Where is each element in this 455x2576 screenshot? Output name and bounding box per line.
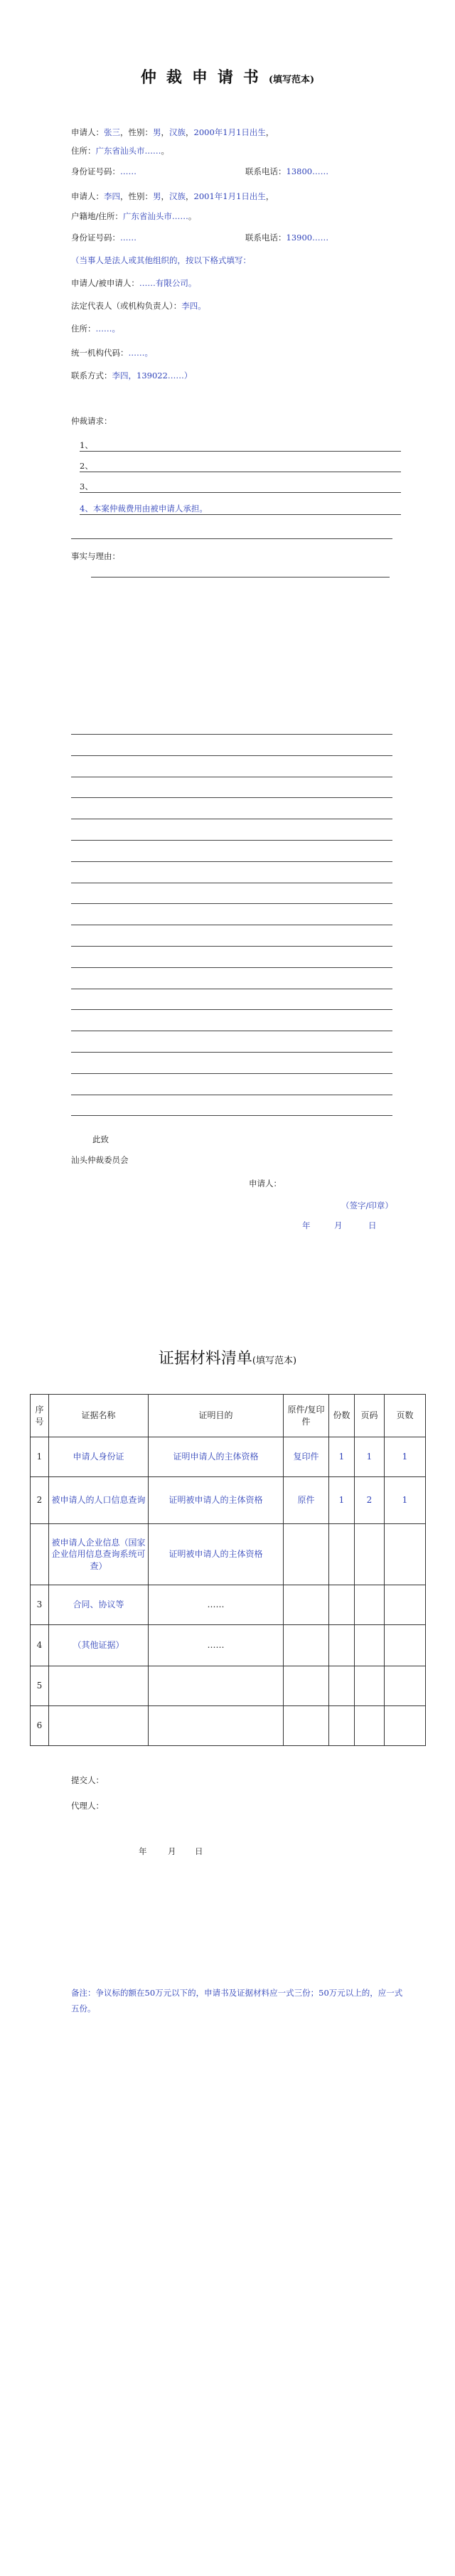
row-type: 复印件: [284, 1437, 329, 1477]
row-name: 被申请人企业信息（国家企业信用信息查询系统可查）: [49, 1524, 149, 1585]
row-pages: [385, 1524, 426, 1585]
applicant1-id-line: [71, 166, 136, 177]
row-page: 2: [355, 1477, 385, 1524]
applicant1-gender: 男: [153, 127, 161, 137]
header-type: 原件/复印件: [284, 1395, 329, 1437]
applicant1-ethnicity: 汉族: [169, 127, 186, 137]
header-page: 页码: [355, 1395, 385, 1437]
row-name: [49, 1706, 149, 1746]
applicant1-tail: ，: [265, 127, 274, 137]
facts-line: [71, 734, 392, 735]
date-day: 日: [368, 1220, 377, 1230]
applicant2-ethnicity: 汉族: [169, 191, 186, 201]
row-pages: [385, 1625, 426, 1666]
row-purpose: [149, 1666, 284, 1706]
title-text: 仲裁申请书: [140, 68, 269, 87]
claim-item: 2、: [80, 461, 93, 471]
applicant2-name: 李四: [104, 191, 120, 201]
domicile-label: 住所：: [71, 324, 96, 334]
row-copies: [329, 1585, 355, 1625]
row-page: [355, 1666, 385, 1706]
row-purpose: 证明申请人的主体资格: [149, 1437, 284, 1477]
table-row: [31, 1524, 426, 1585]
applicant1-address-label: 住所：: [71, 146, 96, 156]
row-pages: [385, 1666, 426, 1706]
row-purpose: ……: [149, 1585, 284, 1625]
domicile-line: [71, 323, 120, 334]
claim-underline: [80, 514, 401, 515]
applicant1-phone-line: [245, 166, 328, 177]
row-page: [355, 1706, 385, 1746]
claim-underline: [80, 451, 401, 452]
applicant1-id-label: 身份证号码：: [71, 166, 120, 176]
table-row: [31, 1437, 426, 1477]
header-no: 序号: [31, 1395, 49, 1437]
contact-label: 联系方式：: [71, 371, 112, 380]
row-name: 申请人身份证: [49, 1437, 149, 1477]
facts-line: [71, 1052, 392, 1053]
applicant2-address-line: [71, 211, 196, 222]
row-name: 被申请人的人口信息查询: [49, 1477, 149, 1524]
table-row: [31, 1625, 426, 1666]
evidence-date-day: 日: [195, 1846, 203, 1856]
contact-value: 李四，139022……）: [112, 371, 193, 380]
row-no: 3: [31, 1585, 49, 1625]
applicant2-birth: 2001年1月1日出生: [193, 191, 266, 201]
respondent-value: ……有限公司。: [139, 278, 197, 288]
applicant1-id: ……: [120, 166, 136, 176]
table-row: [31, 1585, 426, 1625]
facts-line: [71, 1009, 392, 1010]
facts-line: [71, 840, 392, 841]
sign-label: 申请人：: [249, 1178, 282, 1188]
row-copies: [329, 1625, 355, 1666]
facts-line: [91, 577, 390, 578]
evidence-table: [30, 1394, 426, 1746]
credit-code-label: 统一机构代码：: [71, 348, 129, 358]
remark: 备注：争议标的额在50万元以下的，申请书及证据材料应一式三份；50万元以上的，应一式五份。: [71, 1988, 403, 2013]
row-purpose: 证明被申请人的主体资格: [149, 1524, 284, 1585]
applicant1-line: 申请人：张三，性别：男，汉族，2000年1月1日出生，: [71, 127, 274, 137]
table-row: [31, 1706, 426, 1746]
applicant2-address-tail: 。: [188, 211, 197, 221]
row-type: [284, 1585, 329, 1625]
submitter-label: 提交人：: [71, 1775, 104, 1785]
applicant2-phone-label: 联系电话：: [245, 233, 287, 243]
header-name: 证据名称: [49, 1395, 149, 1437]
credit-code-line: [71, 347, 153, 358]
applicant2-gender: 男: [153, 191, 161, 201]
applicant1-label: 申请人：: [71, 127, 104, 137]
row-pages: 1: [385, 1437, 426, 1477]
applicant2-line: 申请人：李四，性别：男，汉族，2001年1月1日出生，: [71, 191, 274, 201]
row-name: （其他证据）: [49, 1625, 149, 1666]
respondent-label: 申请人/被申请人：: [71, 278, 139, 288]
applicant2-id-line: [71, 232, 136, 243]
claim-underline: [80, 492, 401, 493]
applicant2-label: 申请人：: [71, 191, 104, 201]
facts-line: [71, 967, 392, 968]
row-copies: [329, 1706, 355, 1746]
row-page: [355, 1585, 385, 1625]
applicant1-gender-label: ，性别：: [120, 127, 153, 137]
applicant2-address: 广东省汕头市……: [122, 211, 188, 221]
applicant1-address-tail: 。: [161, 146, 169, 156]
row-no: 1: [31, 1437, 49, 1477]
credit-code-value: ……。: [128, 348, 153, 358]
applicant1-address: 广东省汕头市……: [95, 146, 161, 156]
evidence-title-text: 证据材料清单: [158, 1350, 252, 1368]
applicant1-phone: 13800……: [286, 166, 329, 176]
row-pages: [385, 1706, 426, 1746]
evidence-title: [0, 1346, 455, 1368]
row-copies: 1: [329, 1477, 355, 1524]
row-purpose: [149, 1706, 284, 1746]
row-no: 2: [31, 1477, 49, 1524]
claim-underline: [71, 538, 392, 539]
date-month: 月: [334, 1220, 343, 1230]
closing: 此致: [92, 1134, 109, 1144]
row-purpose: 证明被申请人的主体资格: [149, 1477, 284, 1524]
row-page: 1: [355, 1437, 385, 1477]
applicant2-phone: 13900……: [286, 233, 329, 243]
row-no: 4: [31, 1625, 49, 1666]
row-copies: 1: [329, 1437, 355, 1477]
table-row: [31, 1666, 426, 1706]
claim-item: 3、: [80, 481, 93, 491]
row-type: [284, 1625, 329, 1666]
row-pages: 1: [385, 1477, 426, 1524]
contact-line: [71, 370, 192, 381]
legal-rep-value: 李四。: [181, 301, 206, 311]
table-row: [31, 1477, 426, 1524]
row-page: [355, 1625, 385, 1666]
claims-label: 仲裁请求：: [71, 416, 112, 426]
agent-label: 代理人：: [71, 1801, 104, 1811]
facts-line: [71, 797, 392, 798]
org-hint: （当事人是法人或其他组织的，按以下格式填写：: [71, 255, 251, 265]
applicant1-name: 张三: [104, 127, 120, 137]
facts-line: [71, 755, 392, 756]
commission: 汕头仲裁委员会: [71, 1155, 129, 1165]
row-name: 合同、协议等: [49, 1585, 149, 1625]
header-pages: 页数: [385, 1395, 426, 1437]
row-type: [284, 1524, 329, 1585]
applicant1-phone-label: 联系电话：: [245, 166, 287, 176]
facts-line: [71, 946, 392, 947]
facts-label: 事实与理由：: [71, 551, 120, 561]
facts-line: [71, 861, 392, 862]
evidence-header-row: [31, 1395, 426, 1437]
applicant2-id-label: 身份证号码：: [71, 233, 120, 243]
row-no: [31, 1524, 49, 1585]
claim-item: 1、: [80, 440, 93, 450]
row-type: [284, 1706, 329, 1746]
row-copies: [329, 1524, 355, 1585]
facts-line: [71, 1115, 392, 1116]
date-year: 年: [302, 1220, 311, 1230]
row-page: [355, 1524, 385, 1585]
facts-line: [71, 903, 392, 904]
applicant1-birth: 2000年1月1日出生: [193, 127, 266, 137]
legal-rep-label: 法定代表人（或机构负责人）：: [71, 301, 182, 311]
evidence-date-month: 月: [168, 1846, 176, 1856]
applicant1-address-line: [71, 145, 169, 156]
row-no: 6: [31, 1706, 49, 1746]
row-type: [284, 1666, 329, 1706]
applicant2-address-label: 户籍地/住所：: [71, 211, 123, 221]
header-purpose: 证明目的: [149, 1395, 284, 1437]
facts-line: [71, 1073, 392, 1074]
applicant2-gender-label: ，性别：: [120, 191, 153, 201]
evidence-date-year: 年: [139, 1846, 147, 1856]
claim-item: 4、本案仲裁费用由被申请人承担。: [80, 504, 208, 513]
domicile-value: ……。: [95, 324, 120, 334]
row-name: [49, 1666, 149, 1706]
sign-hint: （签字/印章）: [341, 1201, 393, 1210]
row-type: 原件: [284, 1477, 329, 1524]
applicant2-tail: ，: [265, 191, 274, 201]
row-copies: [329, 1666, 355, 1706]
applicant2-id: ……: [120, 233, 136, 243]
application-title: [0, 65, 455, 87]
respondent-line: [71, 277, 196, 289]
applicant2-phone-line: [245, 232, 328, 243]
legal-rep-line: [71, 300, 206, 312]
row-pages: [385, 1585, 426, 1625]
row-no: 5: [31, 1666, 49, 1706]
header-copies: 份数: [329, 1395, 355, 1437]
evidence-title-note: (填写范本): [252, 1356, 297, 1366]
title-note: (填写范本): [268, 75, 315, 85]
row-purpose: ……: [149, 1625, 284, 1666]
